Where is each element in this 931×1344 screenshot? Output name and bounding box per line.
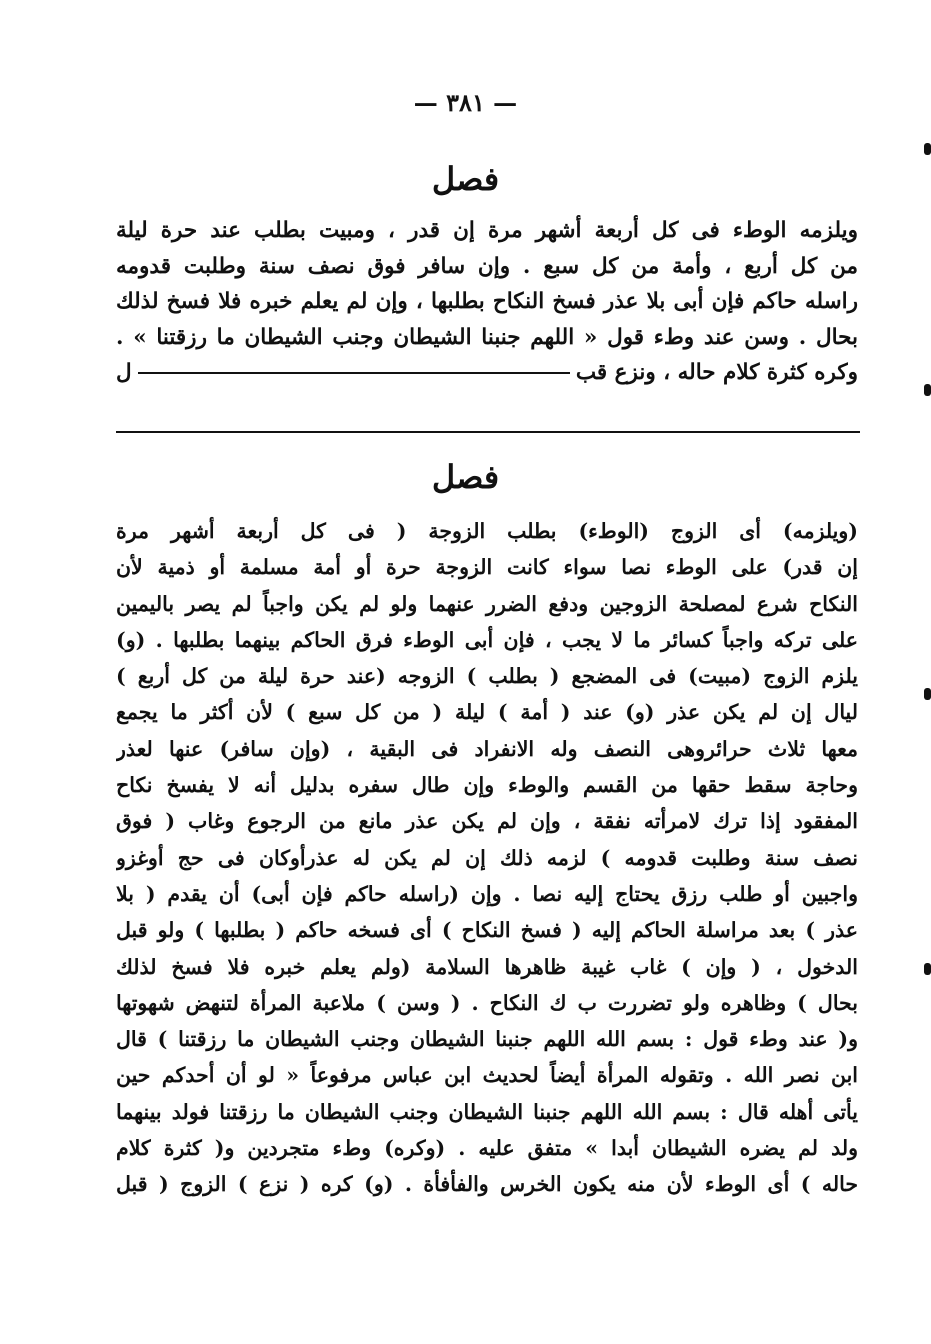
scan-edge-mark xyxy=(924,384,931,396)
matn-line: من كل أربع ، وأمة من كل سبع . وإن سافر فوق نصف سنة وطلبت قدومه xyxy=(116,253,858,279)
sharh-line: ليال إن لم يكن عذر (و) عند ( أمة ) ليلة ( من كل سبع ) لأن أكثر ما يجمع xyxy=(116,700,858,725)
scan-edge-mark xyxy=(924,963,931,975)
section-separator xyxy=(116,431,860,433)
sharh-heading: فصل xyxy=(431,458,500,496)
sharh-line: يلزم الزوج (مبيت) فى المضجع ( بطلب ) الزوجه (عند حرة ليلة من كل أربع ) xyxy=(116,664,858,689)
sharh-text xyxy=(116,513,858,1203)
sharh-line: إن قدر) على الوطء نصا سواء كانت الزوجة حرة أو أمة مسلمة أو ذمية لأن xyxy=(116,555,858,580)
matn-last-line-end: ل xyxy=(116,360,132,386)
scan-edge-mark xyxy=(924,143,931,155)
sharh-line: على تركه واجباً كسائر ما لا يجب ، فإن أبى الوطء فرق الحاكم بينهما بطلبها . (و) xyxy=(116,627,858,652)
sharh-line: حاله ) أى الوطء لأن منه يكون الخرس والفأفأة . (و) كره ( نزع ) الزوج ( قبل xyxy=(116,1172,858,1197)
sharh-line: نصف سنة وطلبت قدومه ) لزمه ذلك إن لم يكن له عذرأوكان فى حج أوغزو xyxy=(116,845,858,870)
matn-line: بحال . وسن عند وطء قول « اللهم جنبنا الشيطان وجنب الشيطان ما رزقتنا » . xyxy=(116,324,858,350)
sharh-line: و( عند وطء قول : بسم الله اللهم جنبنا الشيطان وجنب الشيطان ما رزقتنا ) قال xyxy=(116,1027,858,1052)
sharh-line: المفقود إذا ترك لامرأته نفقة ، وإن لم يكن عذر مانع من الرجوع وغاب ( فوق xyxy=(116,809,858,834)
sharh-line: النكاح شرع لمصلحة الزوجين ودفع الضرر عنهما ولو لم يكن واجباً لم يصر باليمين xyxy=(116,591,858,616)
matn-text xyxy=(116,213,858,391)
sharh-line: الدخول ، ( وإن ) غاب غيبة ظاهرها السلامة (ولم يعلم خبره فلا فسخ لذلك xyxy=(116,954,858,979)
sharh-line: عذر ) بعد مراسلة الحاكم إليه ( فسخ النكاح ) أى فسخه حاكم ( بطلبها ) ولو قبل xyxy=(116,918,858,943)
matn-last-line xyxy=(116,355,858,391)
continuation-dash xyxy=(138,372,570,374)
matn-heading: فصل xyxy=(431,160,500,198)
sharh-line: واجبين أو طلب رزق يحتاج إليه نصا . وإن (راسله حاكم فإن أبى) أن يقدم ( بلا xyxy=(116,881,858,906)
sharh-line: معها ثلاث حرائروهى النصف وله الانفراد فى البقية ، (وإن سافر) عنها لعذر xyxy=(116,736,858,761)
page-number: — ٣٨١ — xyxy=(413,88,518,117)
matn-line: راسله حاكم فإن أبى بلا عذر فسخ النكاح بطلبها ، وإن لم يعلم خبره فلا فسخ لذلك xyxy=(116,289,858,314)
sharh-line: ابن نصر الله . وتقوله المرأة أيضاً لحديث ابن عباس مرفوعاً « لو أن أحدكم حين xyxy=(116,1063,858,1088)
matn-line: ويلزمه الوطء فى كل أربعة أشهر مرة إن قدر ، ومبيت بطلب عند حرة ليلة xyxy=(116,218,858,243)
sharh-line: وحاجة سقط حقها من القسم والوطء وإن طال سفره بدليل أنه لا يفسخ نكاح xyxy=(116,773,858,798)
sharh-line: يأتى أهله قال : بسم الله اللهم جنبنا الشيطان وجنب الشيطان ما رزقتنا فولد بينهما xyxy=(116,1099,858,1124)
sharh-line: بحال ) وظاهره ولو تضررت ب ك النكاح . ( وسن ) ملاعبة المرأة لتنهض شهوتها xyxy=(116,990,858,1015)
matn-last-line-start: وكره كثرة كلام حاله ، ونزع قب xyxy=(575,360,858,386)
sharh-line: (ويلزمه) أى الزوج (الوطء) بطلب الزوجة ( فى كل أربعة أشهر مرة xyxy=(116,519,858,543)
scan-edge-mark xyxy=(924,688,931,700)
sharh-line: ولد لم يضره الشيطان أبدا » متفق عليه . (وكره) وطء متجردين و( كثرة كلام xyxy=(116,1136,858,1161)
